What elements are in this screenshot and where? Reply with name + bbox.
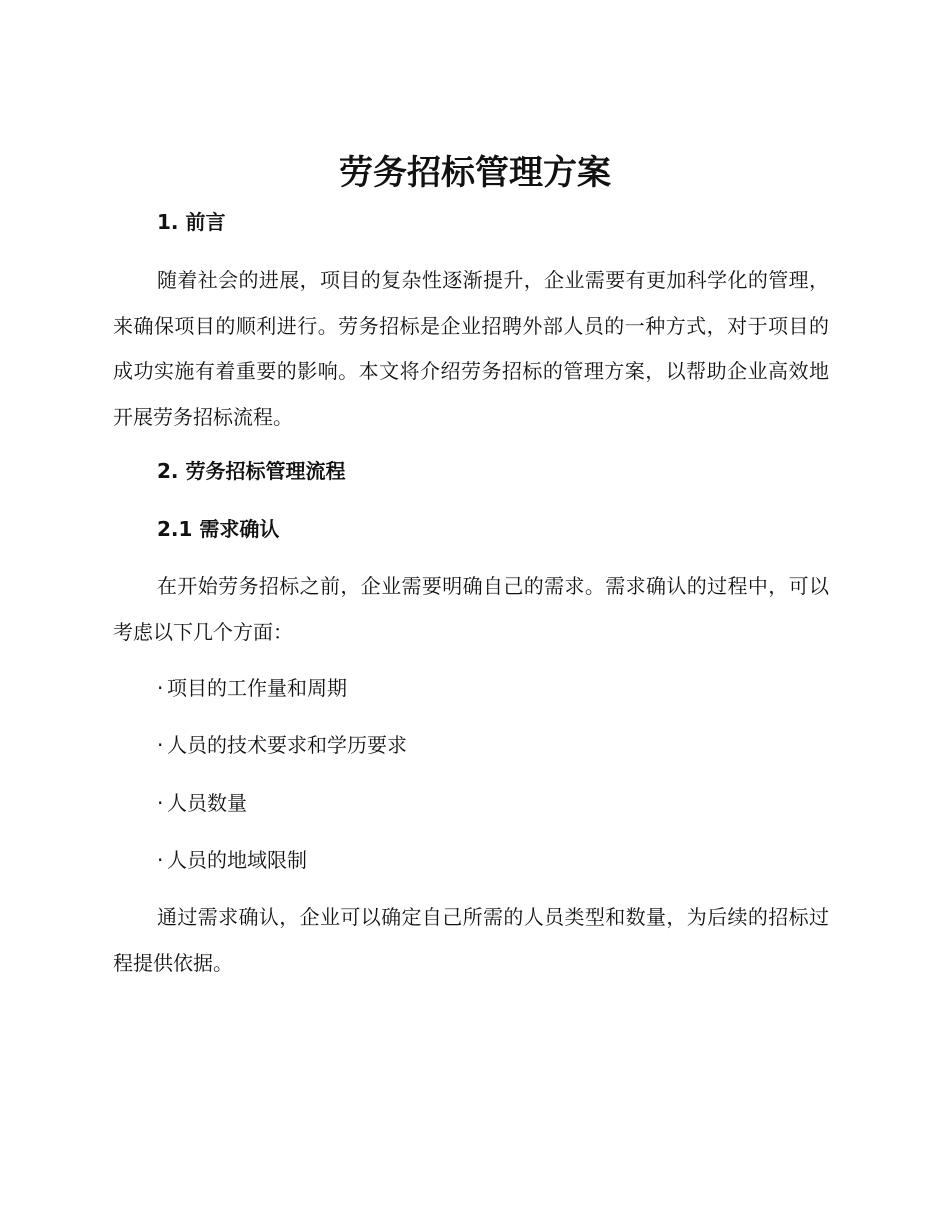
section-heading-process: 2. 劳务招标管理流程 [157,459,346,483]
list-item-text: 项目的工作量和周期 [167,676,347,700]
subsection-heading-requirements: 2.1 需求确认 [157,517,280,541]
requirements-paragraph: 在开始劳务招标之前，企业需要明确自己的需求。需求确认的过程中，可以考虑以下几个方面： [113,574,829,644]
preface-paragraph: 随着社会的进展，项目的复杂性逐渐提升，企业需要有更加科学化的管理，来确保项目的顺利进行。劳务招标是企业招聘外部人员的一种方式，对于项目的成功实施有着重要的影响。本文将介绍劳务招标的管理方案，以帮助企业高效地开展劳务招标流程。 [113,268,829,429]
list-item-text: 人员的地域限制 [167,848,307,872]
requirements-conclusion-paragraph: 通过需求确认，企业可以确定自己所需的人员类型和数量，为后续的招标过程提供依据。 [113,905,829,975]
bullet-marker: · [157,676,164,700]
list-item [157,730,407,760]
document-title: 劳务招标管理方案 [339,153,611,193]
list-item [157,845,307,875]
bullet-marker: · [157,733,164,757]
list-item-text: 人员的技术要求和学历要求 [167,733,407,757]
list-item-text: 人员数量 [167,791,247,815]
bullet-marker: · [157,848,164,872]
list-item [157,788,247,818]
section-heading-preface: 1. 前言 [157,210,226,234]
bullet-marker: · [157,791,164,815]
list-item [157,673,347,703]
